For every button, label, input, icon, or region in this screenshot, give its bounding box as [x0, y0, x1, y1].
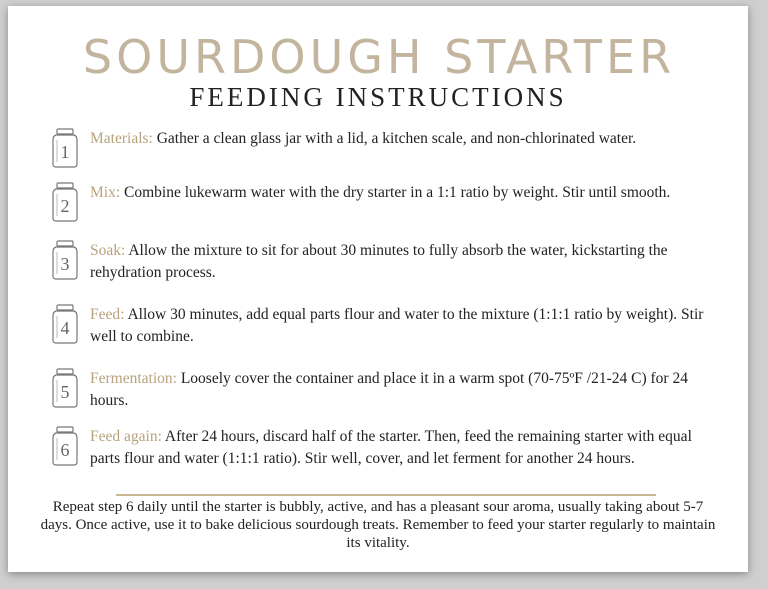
step-description: Allow 30 minutes, add equal parts flour and water to the mixture (1:1:1 ratio by weight). Stir well to combine.	[90, 306, 704, 345]
step-number: 3	[60, 254, 70, 274]
step-text	[90, 182, 710, 204]
step-label: Soak:	[90, 242, 126, 259]
step-description: Allow the mixture to sit for about 30 minutes to fully absorb the water, kickstarting the rehydration process.	[90, 242, 668, 281]
step-label: Materials:	[90, 130, 153, 147]
step-text	[90, 128, 710, 150]
jar-icon	[52, 182, 78, 222]
step-description: Loosely cover the container and place it in a warm spot (70-75ºF /21-24 C) for 24 hours.	[90, 370, 688, 409]
step-number: 5	[60, 382, 70, 402]
step-description: Combine lukewarm water with the dry starter in a 1:1 ratio by weight. Stir until smooth.	[120, 184, 671, 201]
jar-icon	[52, 304, 78, 344]
footer-note: Repeat step 6 daily until the starter is bubbly, active, and has a pleasant sour aroma, usually taking about 5-7 days. Once active, use it to bake delicious sourdough treats. Remember to feed your starter regularly to maintain its vitality.	[40, 499, 716, 551]
step-number: 6	[60, 440, 70, 460]
step-text	[90, 240, 710, 284]
step-label: Mix:	[90, 184, 121, 201]
page-title: SOURDOUGH STARTER	[82, 30, 676, 84]
step-text	[90, 304, 710, 348]
jar-icon	[52, 368, 78, 408]
step-text	[90, 426, 710, 470]
instruction-card	[8, 6, 748, 572]
jar-icon	[52, 128, 78, 168]
step-number: 1	[60, 142, 70, 162]
divider	[116, 494, 656, 496]
step-label: Fermentation:	[90, 370, 177, 387]
step-label: Feed:	[90, 306, 125, 323]
step-description: After 24 hours, discard half of the starter. Then, feed the remaining starter with equal parts flour and water (1:1:1 ratio). Stir well, cover, and let ferment for another 24 hours.	[90, 428, 692, 467]
step-label: Feed again:	[90, 428, 162, 445]
jar-icon	[52, 240, 78, 280]
step-number: 2	[60, 196, 70, 216]
jar-icon	[52, 426, 78, 466]
step-text	[90, 368, 710, 412]
step-number: 4	[60, 318, 70, 338]
step-description: Gather a clean glass jar with a lid, a kitchen scale, and non-chlorinated water.	[152, 130, 637, 147]
page-subtitle: FEEDING INSTRUCTIONS	[189, 82, 567, 112]
